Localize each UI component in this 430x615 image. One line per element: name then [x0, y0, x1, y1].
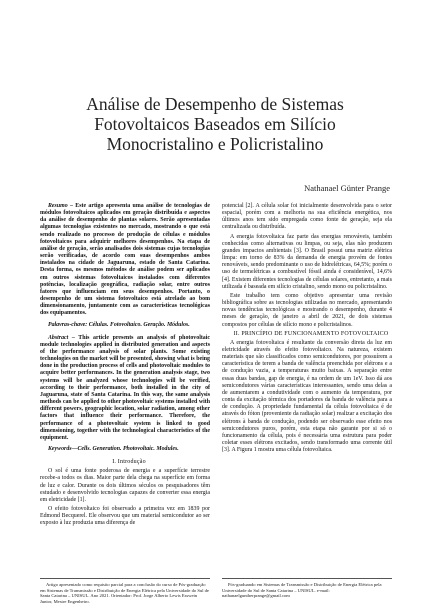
- keywords-en-text: —Cells. Generation. Photovoltaic. Modules.: [71, 446, 179, 452]
- intro-paragraph: O efeito fotovoltaico foi observado a primeira vez em 1839 por Edmond Becquerel. Ele observou que um material semicondutor ao ser exposto à luz produzia uma diferença de: [40, 506, 210, 527]
- right-column: [222, 203, 392, 456]
- body-paragraph: A energia fotovoltaica é resultante da conversão direta da luz em eletricidade através do efeito fotovoltaico. Na natureza, existem materiais que são classificados como semicondutores, por possuírem a característica de terem a banda de valência preenchida por elétrons e a de condução vazia, a temperaturas muito baixas. A separação entre essas duas bandas, gap de energia, é na ordem de um 1eV. Isso dá aos semicondutores várias características interessantes, sendo uma delas a de aumentarem a condutividade com o aumento da temperatura, por conta da excitação térmica dos portadores da banda de valência para a de condução. A propriedade fundamental da célula fotovoltaica é de através do fóton (proveniente da radiação solar) realizar a excitação dos elétrons à banda de condução, podendo ser observado esse efeito nos semicondutores puros, porém, esta etapa não garante por si só o funcionamento da célula, pois é necessária uma estrutura para poder coletar esses elétrons excitados, sendo transformado uma corrente útil [3]. A Figura 1 mostra uma célula fotovoltaica.: [222, 339, 392, 454]
- abstract-pt-text: – Este artigo apresenta uma análise de tecnologias de módulos fotovoltaicos aplicados em geração distribuída e aspectos da análise de desempenho de plantas solares. Serão apresentadas algumas tecnologias existentes no mercado, mostrando o que está sendo realizado no processo de produção de células e módulos fotovoltaicos para adquirir melhores desempenhos. Na etapa de análise de geração, serão analisados dois sistemas cujas tecnologias serão verificadas, de acordo com suas desempenhos ambos instalados na cidade de Jaguaruna, estado de Santa Catarina. Desta forma, os mesmos métodos de análise podem ser aplicados em outros sistemas fotovoltaicos instalados com diferentes potências, localização geográfica, radiação solar, entre outros fatores que influenciam em seus desempenhos. Portanto, o desempenho de um sistema fotovoltaico está atrelado ao bom dimensionamento, juntamente com as características tecnológicas dos equipamentos.: [40, 203, 210, 317]
- footnote-left-text: Artigo apresentado como requisito parcial para a conclusão do curso de Pós-graduação em Sistemas de Transmissão e Distribuição de Energia Elétrica pela Universidade do Sul de Santa Catarina – UNISUL. Ano 2021. Orientador: Prof. Jorge Alberto Lewis Esswein Junior, Mestre Engenheiro.: [40, 582, 209, 604]
- section-heading-principle: II. PRINCÍPIO DE FUNCIONAMENTO FOTOVOLTAICO: [233, 330, 389, 337]
- footnote-left: [40, 578, 210, 604]
- title-line-3: Monocristalino e Policristalino: [106, 134, 324, 154]
- footnote-right-text: Pós-graduando em Sistemas de Transmissão e Distribuição de Energia Elétrica pela Universidade do Sul de Santa Catarina – UNISUL. e-mail: nathanaelguntherprange@gmail.com: [222, 582, 382, 599]
- abstract-en-text: – This article presents an analysis of photovoltaic module technologies applied in distributed generation and aspects of the performance analysis of solar plants. Some existing technologies on the market will be presented, showing what is being done in the production process of cells and photovoltaic modules to acquire better performances. In the generation analysis stage, two systems will be analyzed whose technologies will be verified, according to their performance, both installed in the city of Jaguaruna, state of Santa Catarina. In this way, the same analysis methods can be applied to other photovoltaic systems installed with different powers, geographic location, solar radiation, among other factors that influence their performance. Therefore, the performance of a photovoltaic system is linked to good dimensioning, together with the technological characteristics of the equipment.: [40, 334, 210, 441]
- abstract-pt: [40, 203, 210, 318]
- title-line-1: Análise de Desempenho de Sistemas: [86, 94, 344, 114]
- left-column: [40, 203, 210, 530]
- keywords-pt: [40, 322, 210, 329]
- title-line-2: Fotovoltaicos Baseados em Silício: [94, 114, 336, 134]
- abstract-pt-lead: Resumo: [48, 203, 68, 209]
- section-heading-intro: I. Introdução: [112, 459, 146, 466]
- intro-paragraph: O sol é uma fonte poderosa de energia e a superfície terrestre recebe-a todos os dias. Maior parte dela chega na superfície em forma de luz e calor. Durante os dois últimos séculos os pesquisadores têm estudado e desenvolvido tecnologias capazes de converter essa energia em eletricidade [1].: [40, 468, 210, 503]
- abstract-en: [40, 335, 210, 442]
- body-paragraph: A energia fotovoltaica faz parte das energias renováveis, também conhecidas como alternativas ou limpas, ou seja, elas não produzem grandes impactos ambientais [3]. O Brasil possui uma matriz elétrica limpa: em torno de 83% da demanda de energia provém de fontes renováveis, sendo predominante o uso de hidrelétricas, 64,5%; porém o uso de termelétricas a combustível fóssil ainda é considerável, 14,6% [4]. Existem diferentes tecnologias de células solares, entretanto, a mais utilizada é baseada em silício cristalino, sendo mono ou policristalino.: [222, 233, 392, 290]
- footnote-right: [222, 578, 392, 599]
- abstract-en-lead: Abstract: [48, 334, 69, 341]
- paper-title: [40, 94, 390, 154]
- body-paragraph: Este trabalho tem como objetivo apresentar uma revisão bibliográfica sobre as tecnologias utilizadas no mercado, apresentando novas tendências tecnológicas e mostrando o desempenho, durante 4 meses de geração, de janeiro a abril de 2021, de dois sistemas compostos por células de silício mono e policristalinos.: [222, 292, 392, 328]
- keywords-pt-text: : Células. Fotovoltaico. Geração. Módulos.: [85, 321, 190, 328]
- keywords-pt-lead: Palavras-chave: [48, 321, 86, 328]
- author-name: Nathanael Günter Prange: [304, 183, 390, 193]
- keywords-en-lead: Keywords: [48, 446, 72, 452]
- body-paragraph: potencial [2]. A célula solar foi inicialmente desenvolvida para o setor espacial, porém com a melhoria na sua eficiência energética, nos últimos anos tem sido empregada como fonte de geração, seja ela centralizada ou distribuída.: [222, 203, 392, 231]
- keywords-en: [40, 446, 210, 453]
